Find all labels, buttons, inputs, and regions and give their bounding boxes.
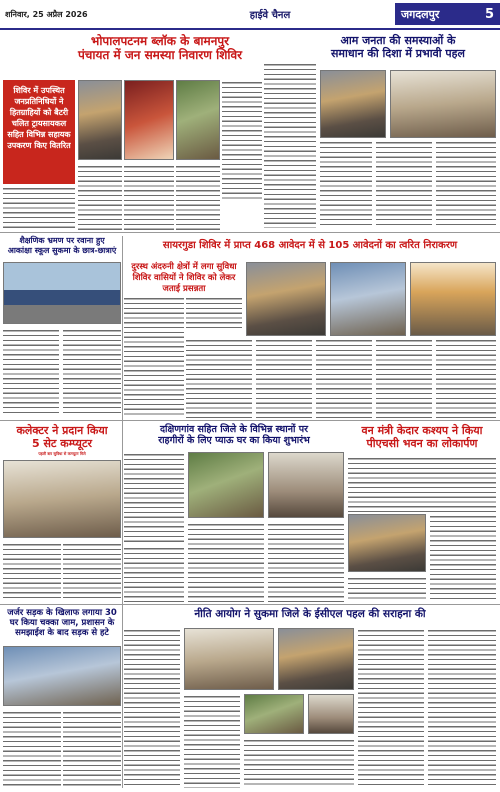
photo-road (3, 646, 121, 706)
headline-line: वन मंत्री केदार कश्यप ने किया (361, 424, 483, 437)
masthead-city: जगदलपुर (400, 7, 440, 21)
article-body (320, 140, 372, 228)
article-body (348, 456, 496, 512)
headline-line: भोपालपटनम ब्लॉक के बामनपुर (90, 34, 230, 48)
photo-phc (348, 514, 426, 572)
photo-building (308, 694, 354, 734)
page-number: 5 (484, 6, 494, 22)
article-body (430, 514, 496, 602)
article-body (63, 710, 121, 788)
photo-camp (246, 262, 326, 336)
headline-line: समाधान की दिशा में प्रभावी पहल (331, 47, 465, 61)
headline-niti: नीति आयोग ने सुकमा जिले के ईसीएल पहल की सराहना की (194, 608, 426, 620)
headline-line: दक्षिणगांव सहित जिले के विभिन्न स्थानों पर (159, 424, 309, 435)
photo-hall (390, 70, 496, 138)
headline-line: शैक्षणिक भ्रमण पर रवाना हुए (19, 236, 105, 245)
headline-line: आम जनता की समस्याओं के (340, 34, 456, 47)
headline-road (3, 608, 121, 639)
article-body (244, 738, 354, 788)
article-body (268, 522, 344, 602)
article-body (63, 542, 121, 602)
article-body (436, 338, 496, 418)
section-divider (0, 232, 500, 233)
article-body (176, 164, 220, 230)
masthead (0, 0, 500, 30)
article-body (124, 546, 184, 602)
article-body (186, 338, 252, 418)
photo-tricycle (176, 80, 220, 160)
photo-pyau (188, 452, 264, 518)
headline-line: समझाईश के बाद सड़क से हटे (15, 628, 109, 639)
headline-phc (348, 424, 496, 450)
article-body (184, 694, 240, 788)
headline-samasya (300, 34, 496, 60)
article-body (358, 628, 424, 788)
photo-conference (184, 628, 274, 690)
article-body (264, 62, 316, 228)
masthead-city-band (395, 3, 500, 25)
photo-gathering (320, 70, 386, 138)
photo-field (244, 694, 304, 734)
section-divider (0, 604, 500, 605)
headline-rail-trip (3, 236, 121, 255)
article-body (256, 338, 312, 418)
masthead-date: शनिवार, 25 अप्रैल 2026 (5, 9, 88, 19)
photo-event (278, 628, 354, 690)
photo-computers (3, 460, 121, 538)
article-body (63, 328, 121, 414)
photo-stage (330, 262, 406, 336)
headline-line: पंचायत में जन समस्या निवारण शिविर (77, 48, 243, 63)
article-body (188, 522, 264, 602)
sidebar-highlight: शिविर में उपस्थित जनप्रतिनिधियों ने हितग्राहियों को बैटरी चलित ट्रायसायकल सहित विभिन्न सहायक उपकरण किए वितरित (3, 80, 75, 184)
headline-line: जर्जर सड़क के खिलाफ लगाया 30 (7, 608, 117, 618)
article-body (3, 186, 75, 230)
article-body (124, 628, 180, 788)
photo-train (3, 262, 121, 324)
masthead-paper-name: हाईवे चैनल (249, 10, 291, 21)
photo-meeting (78, 80, 122, 160)
article-body (376, 140, 432, 228)
headline-pyau (124, 424, 344, 447)
article-body (316, 338, 372, 418)
article-body (436, 140, 496, 228)
article-body (428, 628, 496, 788)
article-body (124, 296, 184, 416)
photo-caption: पहली बार सुविधा से कम्प्यूटर मिले (38, 451, 86, 456)
article-body (3, 710, 61, 788)
headline-line: घर किया चक्का जाम, प्रशासन के (9, 618, 115, 629)
photo-tent (410, 262, 496, 336)
headline-line: कलेक्टर ने प्रदान किया (16, 424, 108, 437)
article-body (3, 542, 61, 602)
headline-bhopalpatnam (30, 34, 290, 63)
headline-line: राहगीरों के लिए प्याऊ घर का किया शुभारंभ (158, 435, 310, 447)
article-body (78, 164, 122, 230)
photo-officials (124, 80, 174, 160)
article-body (348, 576, 426, 602)
article-body (3, 328, 59, 414)
section-divider (0, 420, 500, 421)
article-body (124, 164, 174, 230)
headline-sayarguda: सायरगुडा शिविर में प्राप्त 468 आवेदन में से 105 आवेदनों का त्वरित निराकरण (162, 240, 458, 251)
headline-computer (3, 424, 121, 450)
headline-line: पीएचसी भवन का लोकार्पण (366, 437, 478, 451)
column-divider (122, 236, 123, 788)
headline-line: 5 सेट कम्प्यूटर (32, 437, 92, 451)
article-body (376, 338, 432, 418)
article-body (124, 452, 184, 542)
article-body (186, 296, 242, 332)
photo-pyau-shed (268, 452, 344, 518)
headline-line: आकांक्षा स्कूल सुकमा के छात्र-छात्राएं (7, 245, 117, 255)
article-body (222, 80, 262, 200)
pull-quote: दुरस्थ अंदरुनी क्षेत्रों में लगा सुविधा शिविर वासियों ने शिविर को लेकर जताई प्रसन्नता (131, 262, 237, 294)
